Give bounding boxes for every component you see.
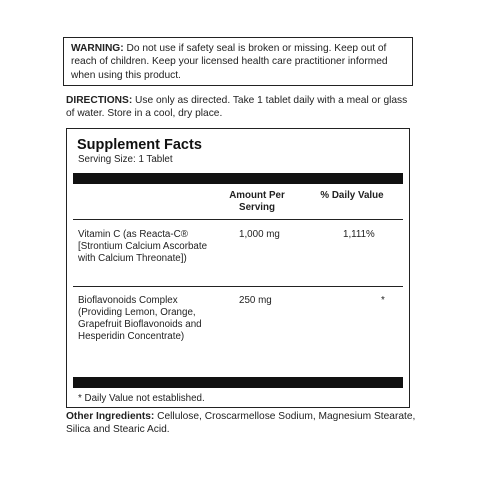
directions-label: DIRECTIONS: [66, 95, 133, 106]
nutrient-daily-value: 1,111% [343, 229, 375, 240]
other-ingredients-text: Cellulose, Croscarmellose Sodium, Magnesium Stearate, Silica and Stearic Acid. [66, 411, 416, 436]
supplement-facts-panel [66, 128, 410, 408]
nutrient-name: Bioflavonoids Complex (Providing Lemon, Orange, Grapefruit Bioflavonoids and Hesperidin Concentrate) [78, 295, 202, 342]
directions-text: Use only as directed. Take 1 tablet daily with a meal or glass of water. Store in a cool, dry place. [66, 95, 408, 120]
divider-line [73, 286, 403, 287]
nutrient-daily-value: * [381, 295, 385, 306]
nutrient-name: Vitamin C (as Reacta-C® [Strontium Calcium Ascorbate with Calcium Threonate]) [78, 229, 208, 264]
other-ingredients-section [66, 410, 418, 437]
supplement-facts-title: Supplement Facts [77, 137, 202, 153]
warning-box [63, 37, 413, 86]
directions-section [66, 94, 418, 121]
divider-bar-top [73, 173, 403, 184]
nutrient-amount: 1,000 mg [239, 229, 280, 240]
divider-bar-bottom [73, 377, 403, 388]
daily-value-footnote: * Daily Value not established. [78, 393, 205, 404]
serving-size: Serving Size: 1 Tablet [78, 154, 173, 165]
divider-line [73, 219, 403, 220]
amount-per-serving-header: Amount Per Serving [229, 190, 285, 213]
warning-text: Do not use if safety seal is broken or missing. Keep out of reach of children. Keep your licensed health care practitioner informed when using this product. [71, 43, 388, 81]
nutrient-amount: 250 mg [239, 295, 272, 306]
daily-value-header: % Daily Value [320, 190, 384, 201]
warning-label: WARNING: [71, 43, 124, 54]
other-ingredients-label: Other Ingredients: [66, 411, 155, 422]
